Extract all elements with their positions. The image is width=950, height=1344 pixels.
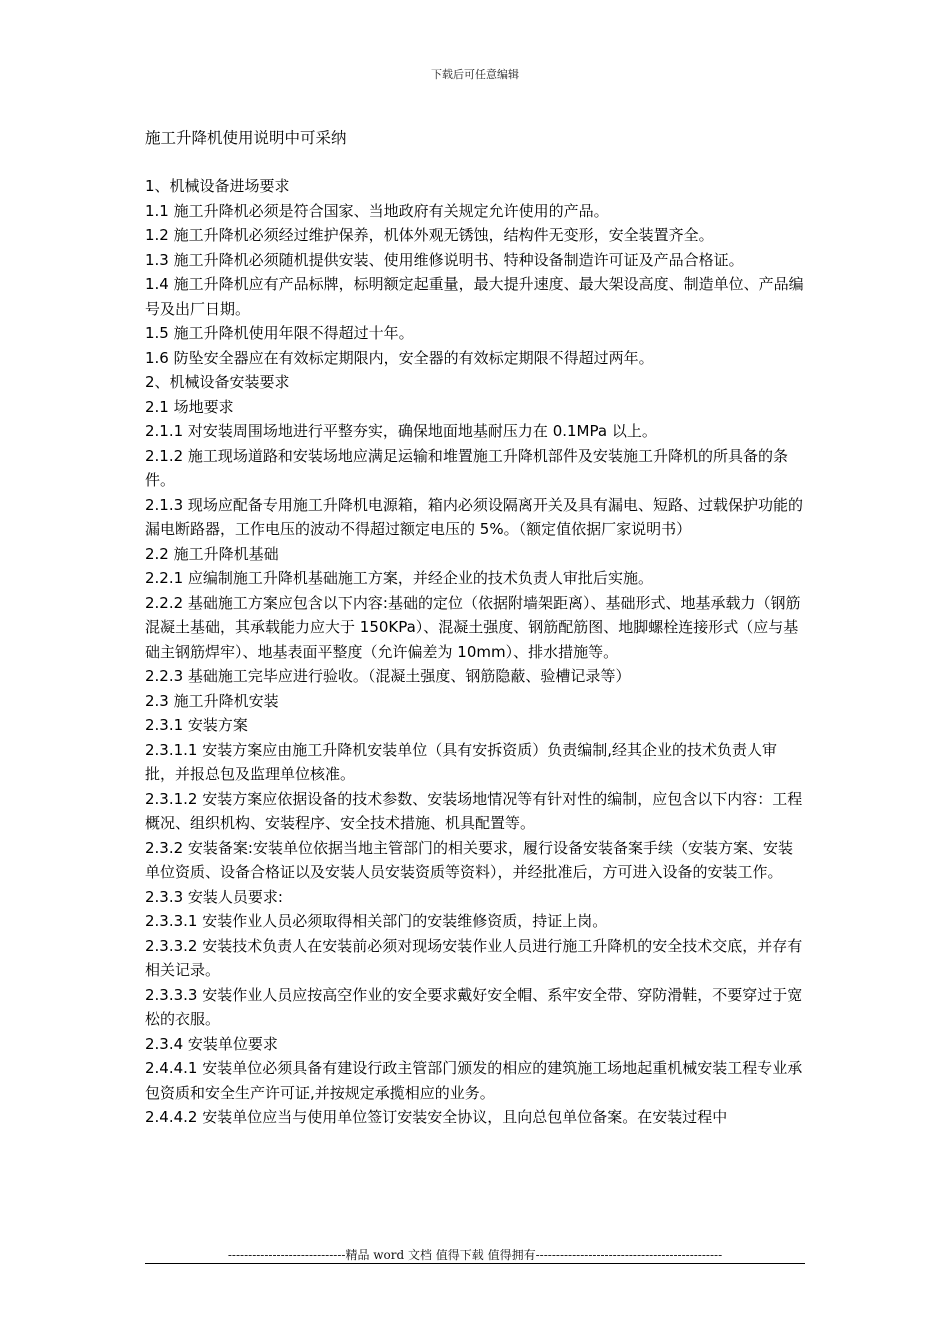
paragraph: 2.4.4.1 安装单位必须具备有建设行政主管部门颁发的相应的建筑施工场地起重机械安装工程专业承包资质和安全生产许可证,并按规定承揽相应的业务。	[145, 1059, 803, 1102]
paragraph: 2.1.2 施工现场道路和安装场地应满足运输和堆置施工升降机部件及安装施工升降机的所具备的条件。	[145, 446, 788, 489]
paragraph: 2.3.3.1 安装作业人员必须取得相关部门的安装维修资质，持证上岗。	[145, 912, 608, 930]
paragraph: 2.2.2 基础施工方案应包含以下内容:基础的定位（依据附墙架距离）、基础形式、地基承载力（钢筋混凝土基础，其承载能力应大于 150KPa）、混凝土强度、钢筋配筋图、地脚螺栓连接形式（应与基础主钢筋焊牢）、地基表面平整度（允许偏差为 10mm）、排水措施等。	[145, 593, 801, 661]
paragraph: 2.1.3 现场应配备专用施工升降机电源箱，箱内必须设隔离开关及具有漏电、短路、过载保护功能的漏电断路器，工作电压的波动不得超过额定电压的 5%。（额定值依据厂家说明书）	[145, 495, 803, 538]
document-body	[145, 174, 805, 1130]
document-title: 施工升降机使用说明中可采纳	[145, 129, 347, 147]
paragraph: 2.3.3 安装人员要求:	[145, 887, 283, 906]
paragraph: 2、机械设备安装要求	[145, 373, 290, 391]
paragraph: 1.4 施工升降机应有产品标牌，标明额定起重量，最大提升速度、最大架设高度、制造单位、产品编号及出厂日期。	[145, 275, 804, 318]
paragraph: 2.3 施工升降机安装	[145, 691, 279, 710]
paragraph: 2.2.3 基础施工完毕应进行验收。（混凝土强度、钢筋隐蔽、验槽记录等）	[145, 667, 631, 685]
paragraph: 2.3.3.2 安装技术负责人在安装前必须对现场安装作业人员进行施工升降机的安全技术交底，并存有相关记录。	[145, 936, 803, 979]
page-header-note: 下载后可任意编辑	[431, 68, 519, 81]
paragraph: 1.5 施工升降机使用年限不得超过十年。	[145, 324, 414, 342]
paragraph: 2.3.2 安装备案:安装单位依据当地主管部门的相关要求，履行设备安装备案手续（安装方案、安装单位资质、设备合格证以及安装人员安装资质等资料），并经批准后，方可进入设备的安装工作。	[145, 838, 793, 881]
paragraph: 2.1 场地要求	[145, 397, 234, 416]
paragraph: 2.3.1.2 安装方案应依据设备的技术参数、安装场地情况等有针对性的编制，应包含以下内容：工程概况、组织机构、安装程序、安全技术措施、机具配置等。	[145, 789, 803, 832]
paragraph: 2.1.1 对安装周围场地进行平整夯实，确保地面地基耐压力在 0.1MPa 以上。	[145, 422, 657, 440]
paragraph: 1.1 施工升降机必须是符合国家、当地政府有关规定允许使用的产品。	[145, 201, 609, 220]
paragraph: 2.2.1 应编制施工升降机基础施工方案，并经企业的技术负责人审批后实施。	[145, 569, 653, 587]
footer-divider	[145, 1263, 805, 1264]
footer-text: -----------------------------精品 word 文档 值得下载 值得拥有----------------------------------------------	[227, 1248, 723, 1262]
paragraph: 2.3.1 安装方案	[145, 716, 248, 734]
paragraph: 2.4.4.2 安装单位应当与使用单位签订安装安全协议，且向总包单位备案。在安装过程中	[145, 1108, 728, 1126]
paragraph: 2.2 施工升降机基础	[145, 544, 279, 563]
paragraph: 2.3.4 安装单位要求	[145, 1034, 278, 1053]
paragraph: 1.2 施工升降机必须经过维护保养，机体外观无锈蚀，结构件无变形，安全装置齐全。	[145, 226, 714, 244]
paragraph: 1.6 防坠安全器应在有效标定期限内，安全器的有效标定期限不得超过两年。	[145, 348, 654, 367]
paragraph: 1、机械设备进场要求	[145, 177, 290, 195]
paragraph: 2.3.1.1 安装方案应由施工升降机安装单位（具有安拆资质）负责编制,经其企业的技术负责人审批，并报总包及监理单位核准。	[145, 740, 778, 783]
paragraph: 1.3 施工升降机必须随机提供安装、使用维修说明书、特种设备制造许可证及产品合格证。	[145, 250, 744, 269]
paragraph: 2.3.3.3 安装作业人员应按高空作业的安全要求戴好安全帽、系牢安全带、穿防滑鞋，不要穿过于宽松的衣服。	[145, 985, 803, 1028]
